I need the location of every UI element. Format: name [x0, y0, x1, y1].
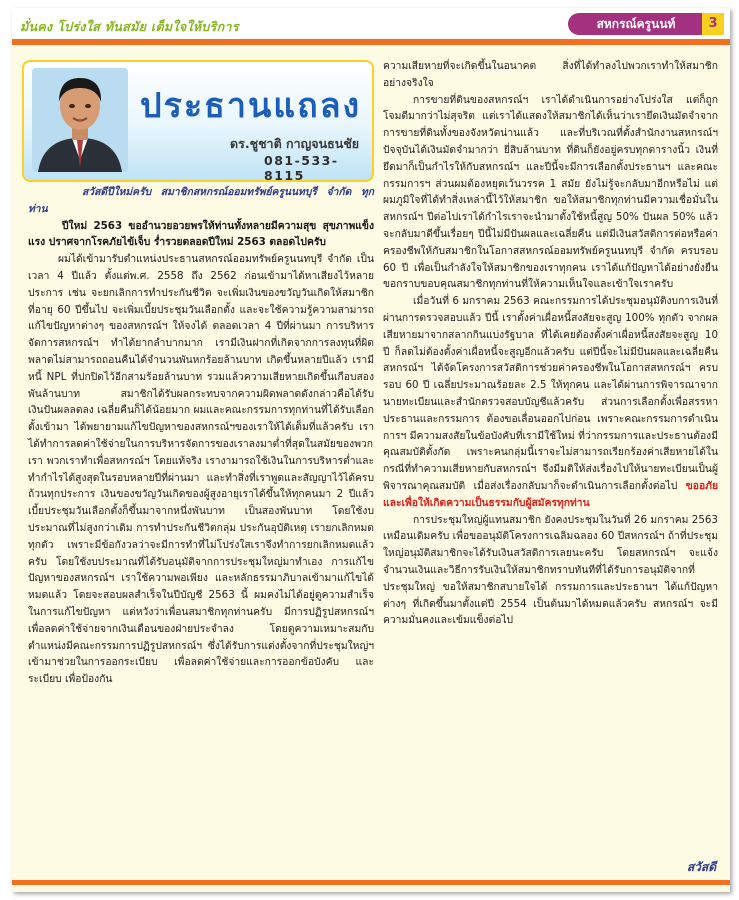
right-column: [383, 58, 718, 629]
footer-accent-bar: [12, 880, 730, 885]
left-column: [28, 184, 374, 688]
new-year-wish: ปีใหม่ 2563 ขออำนวยอวยพรให้ท่านทั้งหลายมีความสุข สุขภาพแข็งแรง ปราศจากโรคภัยไข้เจ็บ ร่ำรวยตลอดปีใหม่ 2563 ตลอดไปครับ: [28, 219, 374, 249]
section-tab: สหกรณ์ครูนนท์: [568, 13, 704, 35]
newsletter-page: [12, 8, 730, 892]
paragraph-4: การประชุมใหญ่ผู้แทนสมาชิก ยังคงประชุมในวันที่ 26 มกราคม 2563 เหมือนเดิมครับ เพื่อขออนุมัติโครงการเฉลิมฉลอง 60 ปีสหกรณ์ฯ ถ้าที่ประชุมใหญ่อนุมัติสมาชิกจะได้รับเงินสวัสดิการเลยนะครับ โดยสหกรณ์ฯ จะแจ้งจำนวนเงินและวิธีการรับเงินให้สมาชิกทราบทันทีที่ได้รับการอนุมัติจากที่ประชุมใหญ่ ขอให้สมาชิกสบายใจได้ กรรมการและประธานฯ ได้แก้ปัญหาต่างๆ ที่เกิดขึ้นมาตั้งแต่ปี 2554 เป็นต้นมาได้หมดแล้วครับ สหกรณ์ฯ จะมีความมั่นคงและเข้มแข็งต่อไป: [383, 513, 718, 627]
portrait-image: [32, 68, 128, 172]
title-banner: [22, 60, 374, 182]
greeting: สวัสดีปีใหม่ครับ สมาชิกสหกรณ์ออมทรัพย์ครูนนทบุรี จำกัด ทุกท่าน: [28, 186, 374, 215]
chairman-photo: [32, 68, 128, 172]
page-header: [12, 8, 730, 42]
sign-off: สวัสดี: [686, 860, 716, 874]
author-name: ดร.ชูชาติ กาญจนธนชัย: [230, 136, 360, 151]
banner-title: ประธานแถลง: [140, 86, 362, 126]
paragraph-3: [383, 293, 718, 511]
slogan: มั่นคง โปร่งใส ทันสมัย เต็มใจให้บริการ: [20, 19, 239, 34]
paragraph-1: ผมได้เข้ามารับตำแหน่งประธานสหกรณ์ออมทรัพย์ครูนนทบุรี จำกัด เป็นเวลา 4 ปีแล้ว ตั้งแต่พ.ศ. 2558 ถึง 2562 ก่อนเข้ามาได้หาเสียงไว้หลายประการ เช่น จะยกเลิกการทำประกันชีวิต จะเพิ่มเงินของขวัญวันเกิดให้สมาชิกที่อายุ 60 ปีขึ้นไป จะเพิ่มเบี้ยประชุมวันเลือกตั้ง และจะใช้ความรู้ความสามารถแก้ไขปัญหาต่างๆ ของสหกรณ์ฯ ให้จงได้ ตลอดเวลา 4 ปีที่ผ่านมา การบริหารจัดการสหกรณ์ฯ ทำได้ยากลำบากมาก เรามีเงินฝากที่เกิดจากการลงทุนที่ผิดพลาดไม่สามารถถอนคืนได้จำนวนพันหกร้อยล้านบาท เกิดขึ้นหลายปีแล้ว เรามีหนี้ NPL ที่ปกปิดไว้อีกสามร้อยล้านบาท รวมแล้วความเสียหายเกิดขึ้นเกือบสองพันล้านบาท สมาชิกได้รับผลกระทบจากความผิดพลาดดังกล่าวคือได้รับเงินปันผลลดลง เฉลี่ยคืนก็ได้น้อยมาก ผมและคณะกรรมการทุกท่านที่ได้รับเลือกตั้งเข้ามา ได้พยายามแก้ไขปัญหาของสหกรณ์ฯของเราให้ได้เต็มที่แล้วครับ เราได้ทำการลดค่าใช้จ่ายในการบริหารจัดการของเราลงมาต่ำที่สุดในสมัยของพวกเรา พวกเราทำเพื่อสหกรณ์ฯ โดยแท้จริง เรางามารถใช้เงินในการบริหารต่ำและทำกำไรได้สูงสุดในรอบหลายปีที่ผ่านมา และทำสิ่งที่เราพูดและสัญญาไว้ได้ครบถ้วนทุกประการ เงินของขวัญวันเกิดของผู้สูงอายุเราได้ขึ้นให้ทุกคนมา 2 ปีแล้ว เบี้ยประชุมวันเลือกตั้งก็ขึ้นมาจากหนึ่งพันบาท เป็นสองพันบาท โดยใช้งบประมาณที่ไม่สูงกว่าเดิม การทำประกันชีวิตกลุ่ม ประกันอุบัติเหตุ เรายกเลิกหมดทุกตัว เพราะมีข้อกังวลว่าจะมีการทำที่ไม่โปร่งใสเราจึงทำการยกเลิกหมดแล้วครับ โดยใช้งบประมาณที่ได้รับอนุมัติจากการประชุมใหญ่มาทำเอง การแก้ไขปัญหาของสหกรณ์ฯ เราใช้ความพอเพียง และหลักธรรมาภิบาลเข้ามาแก้ไขได้หมดแล้ว โดยจะสอบผลสำเร็จในปีบัญชี 2563 นี้ ผมคงไม่ได้อยู่ดูความสำเร็จในการแก้ไขปัญหา แต่หวังว่าเพื่อนสมาชิกทุกท่านครับ มีการปฏิรูปสหกรณ์ฯ เพื่อลดค่าใช้จ่ายจากเงินเดือนของฝ่ายประจำลง โดยดูความเหมาะสมกับตำแหน่งมีคณะกรรมการปฏิรูปสหกรณ์ฯ ซึ่งได้รับการแต่งตั้งจากที่ประชุมใหญ่ฯ เข้ามาช่วยในการออกระเบียบ เพื่อลดค่าใช้จ่ายและการออกข้อบังคับ และระเบียบ เพื่อป้องกัน: [28, 253, 374, 686]
paragraph-1-continued: ความเสียหายที่จะเกิดขึ้นในอนาคต สิ่งที่ได้ทำลงไปพวกเราทำให้สมาชิกอย่างจริงใจ: [383, 60, 718, 89]
paragraph-2: การขายที่ดินของสหกรณ์ฯ เราได้ดำเนินการอย่างโปร่งใส แต่ก็ถูกโจมตีมากว่าไม่สุจริต แต่เราได้แสดงให้สมาชิกได้เห็นว่าเรายึดเงินมัดจำจากการขายที่ดินทั้งของจังหวัดน่านแล้ว และที่บริเวณที่ตั้งสำนักงานสหกรณ์ฯ ปัจจุบันได้เงินมัดจำมากว่า ยี่สิบล้านบาท ที่ดินก็ยังอยู่ครบทุกตารางนิ้ว เงินที่ยึดมาก็เป็นกำไรให้กับสหกรณ์ฯ และปีนี้จะมีการเลือกตั้งประธานฯ และคณะกรรมการฯ ส่วนผมต้องหยุดเว้นวรรค 1 สมัย ยังไม่รู้จะกลับมาอีกหรือไม่ แต่ผมภูมิใจที่ได้ทำสิ่งเหล่านี้ไว้ให้สมาชิก ขอให้สมาชิกทุกท่านมีความเชื่อมั่นในสหกรณ์ฯ ปีต่อไปเราได้กำไรเราจะนำมาตั้งใช้หนี้สูญ 50% ปันผล 50% แล้วจะกลับมาดีขึ้นเรื่อยๆ ปีนี้ไม่มีปันผลและเฉลี่ยคืน แต่มีเงินสวัสดิการต่อหรือค่าครองชีพให้กับสมาชิกในโอกาสสหกรณ์ออมทรัพย์ครูนนทบุรี จำกัด ครบรอบ 60 ปี เพื่อเป็นกำลังใจให้สมาชิกของเราทุกคน เราได้แก้ปัญหาได้อย่างยั่งยืน ขอกราบขอบคุณสมาชิกทุกท่านที่ให้ความเห็นใจและเข้าใจเราครับ: [383, 93, 718, 291]
header-accent-bar: [12, 39, 730, 45]
paragraph-3-text: เมื่อวันที่ 6 มกราคม 2563 คณะกรรมการได้ประชุมอนุมัติงบการเงินที่ผ่านการตรวจสอบแล้ว ปีนี้ เราตั้งค่าเผื่อหนี้สงสัยจะสูญ 100% ทุกตัว จากผลเสียหายมาจากสลากกินแบ่งรัฐบาล ที่ได้เคยต้องตั้งค่าเผื่อหนี้สงสัยจะสูญ 10 ปี ก็ลดไม่ต้องตั้งค่าเผื่อหนี้จะสูญอีกแล้วครับ แต่ปีนี้จะไม่มีปันผลและเฉลี่ยคืน สหกรณ์ฯ ได้จัดโครงการสวัสดิการช่วยค่าครองชีพในโอกาสสหกรณ์ฯ ครบรอบ 60 ปี เฉลี่ยประมาณร้อยละ 2.5 ให้ทุกคน และได้ผ่านการพิจารณาจากนายทะเบียนและสำนักตรวจสอบบัญชีแล้วครับ ส่วนการเลือกตั้งเพื่อสรรหาประธานและกรรมการ ต้องขอเลื่อนออกไปก่อน เพราะคณะกรรมการดำเนินการฯ มีความสงสัยในข้อบังคับที่เรามีใช้ใหม่ ที่ว่ากรรมการและประธานต้องมีคุณสมบัติตั้งกัด เพราะคนกลุ่มนี้เราจะไม่สามารถเรียกร้องค่าเสียหายได้ในกรณีที่ทำความเสียหายกับสหกรณ์ฯ จึงมีมติให้ส่งเรื่องไปให้นายทะเบียนเป็นผู้พิจารณาคุณสมบัติ เมื่อส่งเรื่องกลับมาก็จะดำเนินการเลือกตั้งต่อไป: [383, 295, 718, 492]
page-number: 3: [702, 13, 724, 35]
apology-note: ขออภัยและเพื่อให้เกิดความเป็นธรรมกับผู้สมัครทุกท่าน: [383, 479, 718, 509]
author-phone: 081-533-8115: [264, 153, 339, 182]
